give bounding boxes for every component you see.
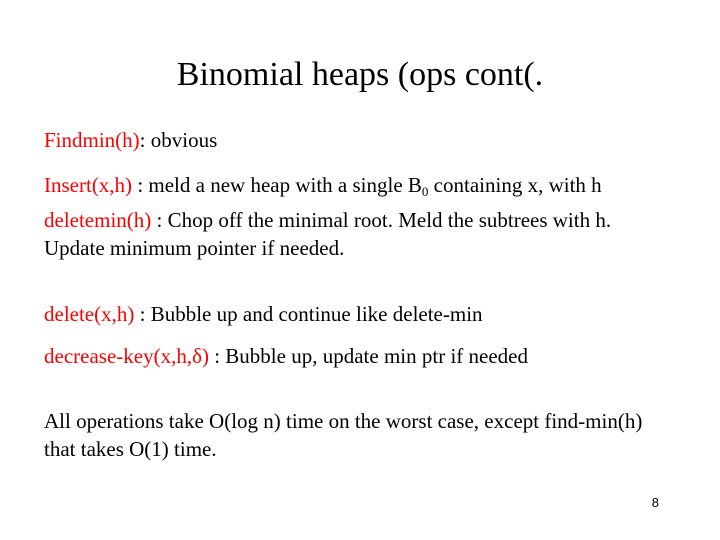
findmin-desc: : obvious: [139, 128, 218, 152]
decrease-key-desc: : Bubble up, update min ptr if needed: [208, 344, 528, 368]
delete-paragraph: [44, 300, 644, 328]
insert-desc-a: : meld a new heap with a single B: [132, 173, 422, 197]
deletemin-desc: : Chop off the minimal root. Meld the subtrees with h. Update minimum pointer if needed.: [44, 208, 612, 260]
insert-deletemin-paragraph: [44, 171, 644, 262]
insert-desc-subscript: 0: [421, 184, 429, 199]
findmin-paragraph: [44, 126, 644, 154]
page-number: 8: [651, 495, 659, 510]
delete-op: delete(x,h): [44, 302, 135, 326]
decrease-key-paragraph: [44, 342, 644, 370]
decrease-key-op: decrease-key(x,h,δ): [44, 344, 209, 368]
findmin-op: Findmin(h): [44, 128, 140, 152]
delete-desc: : Bubble up and continue like delete-min: [134, 302, 483, 326]
complexity-paragraph: All operations take O(log n) time on the worst case, except find-min(h) that takes O(1) time.: [44, 409, 643, 461]
deletemin-op: deletemin(h): [44, 208, 152, 232]
insert-op: Insert(x,h): [44, 173, 133, 197]
slide-title: Binomial heaps (ops cont(.: [176, 56, 544, 93]
insert-desc-b: containing x, with h: [428, 173, 602, 197]
